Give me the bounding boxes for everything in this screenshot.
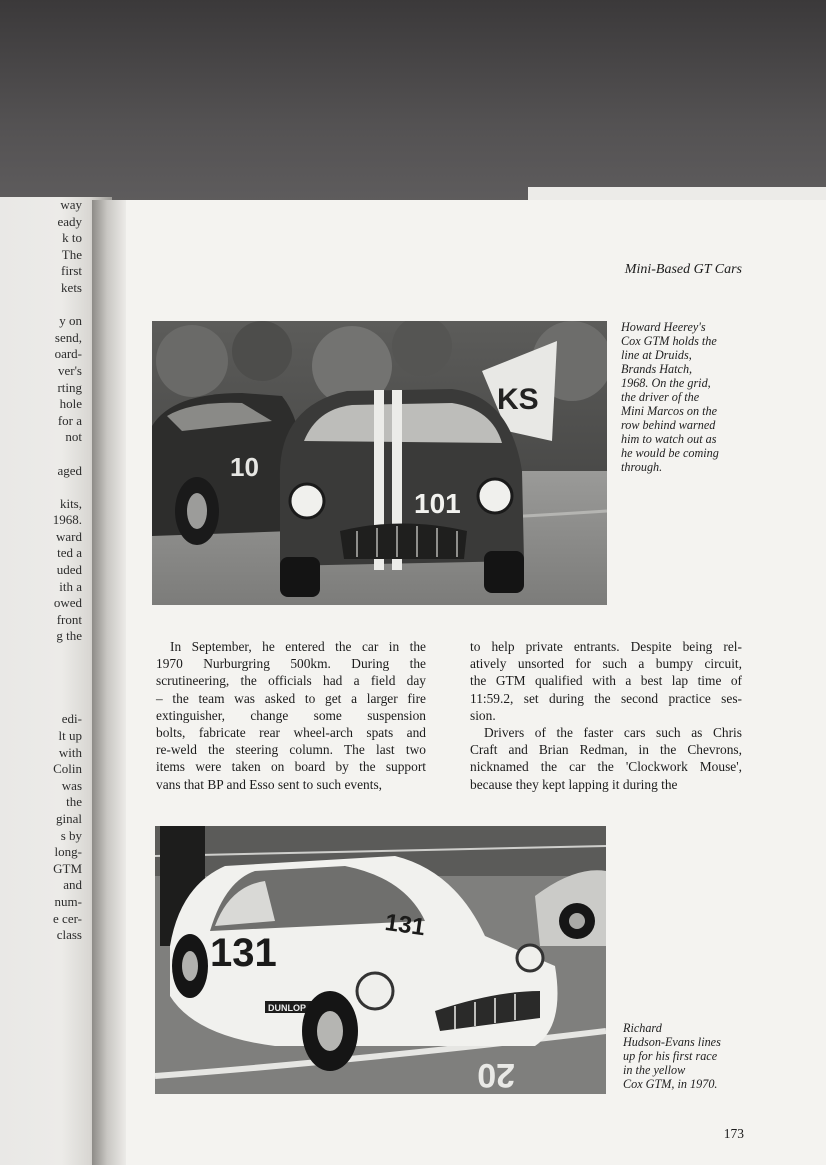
left-page-line: k to — [62, 230, 82, 246]
banner-text: KS — [497, 383, 539, 416]
caption-line: row behind warned — [621, 418, 716, 432]
left-page-line: s by — [60, 827, 82, 843]
left-page-line: front — [56, 611, 82, 627]
left-page-line: hole — [59, 396, 82, 412]
left-page-line: long- — [54, 844, 82, 860]
caption-line: through. — [621, 460, 663, 474]
ground-marking: 20 — [477, 1056, 515, 1094]
left-page-line: e cer- — [53, 910, 82, 926]
left-page-line — [0, 662, 82, 679]
left-page-line: ginal — [56, 810, 82, 826]
left-page-text — [0, 197, 82, 944]
door-race-number: 131 — [210, 931, 277, 975]
left-page-line: not — [65, 429, 82, 445]
body-line: nicknamed the car the 'Clockwork Mouse', — [470, 759, 742, 775]
caption-line: Howard Heerey's — [621, 320, 706, 334]
photo-top-cox-gtm-druids — [152, 321, 607, 605]
left-page-line: rting — [57, 379, 82, 395]
left-page-line: owed — [53, 595, 82, 611]
race-cars-illustration — [152, 321, 607, 605]
body-line: bolts, fabricate rear wheel-arch spats and — [156, 724, 426, 740]
left-page-line: uded — [56, 562, 82, 578]
left-page-line: edi- — [61, 711, 82, 727]
bottom-photo-caption — [623, 1021, 721, 1091]
running-head: Mini-Based GT Cars — [624, 262, 742, 277]
caption-line: the driver of the — [621, 390, 700, 404]
left-page-line: Colin — [53, 761, 82, 777]
caption-line: Brands Hatch, — [621, 362, 693, 376]
left-page-line: for a — [57, 412, 82, 428]
left-page-line: eady — [57, 213, 82, 229]
body-line: 11:59.2, set during the second practice ses- — [470, 690, 742, 706]
background-shadow — [0, 0, 826, 210]
yellow-gtm-illustration — [155, 826, 606, 1094]
left-page-line: ward — [56, 528, 82, 544]
left-page-line: and — [63, 877, 82, 893]
left-page-line: kets — [61, 279, 82, 295]
left-page-line: the — [66, 794, 82, 810]
left-page-line: The — [61, 246, 82, 262]
left-page-line: y on — [59, 313, 82, 329]
body-line: 1970 Nurburgring 500km. During the — [156, 656, 426, 672]
left-page-line: was — [61, 777, 82, 793]
caption-line: line at Druids, — [621, 348, 692, 362]
body-line: vans that BP and Esso sent to such events, — [156, 776, 383, 792]
left-page-line: g the — [56, 628, 82, 644]
caption-line: Cox GTM holds the — [621, 334, 717, 348]
left-page-line: oard- — [54, 346, 82, 362]
body-line: In September, he entered the car in the — [170, 639, 426, 654]
left-page-line: num- — [54, 893, 82, 909]
body-line: Craft and Brian Redman, in the Chevrons, — [470, 742, 742, 758]
body-line: extinguisher, change some suspension — [156, 707, 426, 723]
body-column-left — [156, 638, 426, 793]
caption-line: he would be coming — [621, 446, 719, 460]
body-line: scrutineering, the officials had a field day — [156, 673, 426, 689]
left-page-line: ted a — [57, 545, 82, 561]
rear-car-number: 10 — [230, 452, 259, 482]
page-number: 173 — [723, 1126, 744, 1141]
left-page-line: GTM — [53, 860, 82, 876]
left-page-line: way — [60, 197, 82, 212]
left-page-line — [0, 446, 82, 463]
body-line: Drivers of the faster cars such as Chris — [484, 724, 742, 740]
caption-line: 1968. On the grid, — [621, 376, 711, 390]
caption-line: Cox GTM, in 1970. — [623, 1077, 718, 1091]
body-line: sion. — [470, 707, 496, 723]
left-page-line — [0, 645, 82, 662]
body-line: items were taken on board by the support — [156, 759, 426, 775]
left-page-line: ver's — [57, 362, 82, 378]
left-page-line: 1968. — [52, 512, 82, 528]
body-line: atively unsorted for such a bumpy circuit, — [470, 656, 742, 672]
photo-bottom-yellow-cox-gtm — [155, 826, 606, 1094]
left-page-line — [0, 678, 82, 695]
top-photo-caption — [621, 320, 719, 474]
caption-line: him to watch out as — [621, 432, 717, 446]
left-page-line: aged — [57, 462, 82, 478]
left-page-line — [0, 695, 82, 712]
bonnet-race-number: 131 — [383, 908, 427, 942]
body-line: re-weld the steering column. The last two — [156, 742, 426, 758]
caption-line: Richard — [623, 1021, 662, 1035]
body-line: – the team was asked to get a larger fire — [156, 690, 426, 706]
left-page-line — [0, 297, 82, 314]
left-page-line: send, — [54, 329, 82, 345]
caption-line: Hudson-Evans lines — [623, 1035, 721, 1049]
left-page-line: lt up — [58, 728, 82, 743]
caption-line: in the yellow — [623, 1063, 686, 1077]
body-line: to help private entrants. Despite being rel- — [470, 639, 742, 654]
left-page-line: with — [58, 744, 82, 760]
body-line: because they kept lapping it during the — [470, 776, 678, 792]
book-gutter — [92, 200, 126, 1165]
left-page-line: ith a — [59, 578, 82, 594]
caption-line: up for his first race — [623, 1049, 718, 1063]
body-line: the GTM qualified with a best lap time of — [470, 673, 742, 689]
left-page-line — [0, 479, 82, 496]
front-car-number: 101 — [414, 488, 461, 519]
left-page-line: class — [56, 927, 82, 943]
left-page-line: kits, — [59, 495, 82, 511]
dunlop-sticker: DUNLOP — [268, 1003, 306, 1013]
left-page-line: first — [61, 263, 82, 279]
caption-line: Mini Marcos on the — [621, 404, 718, 418]
body-column-right — [470, 638, 742, 793]
